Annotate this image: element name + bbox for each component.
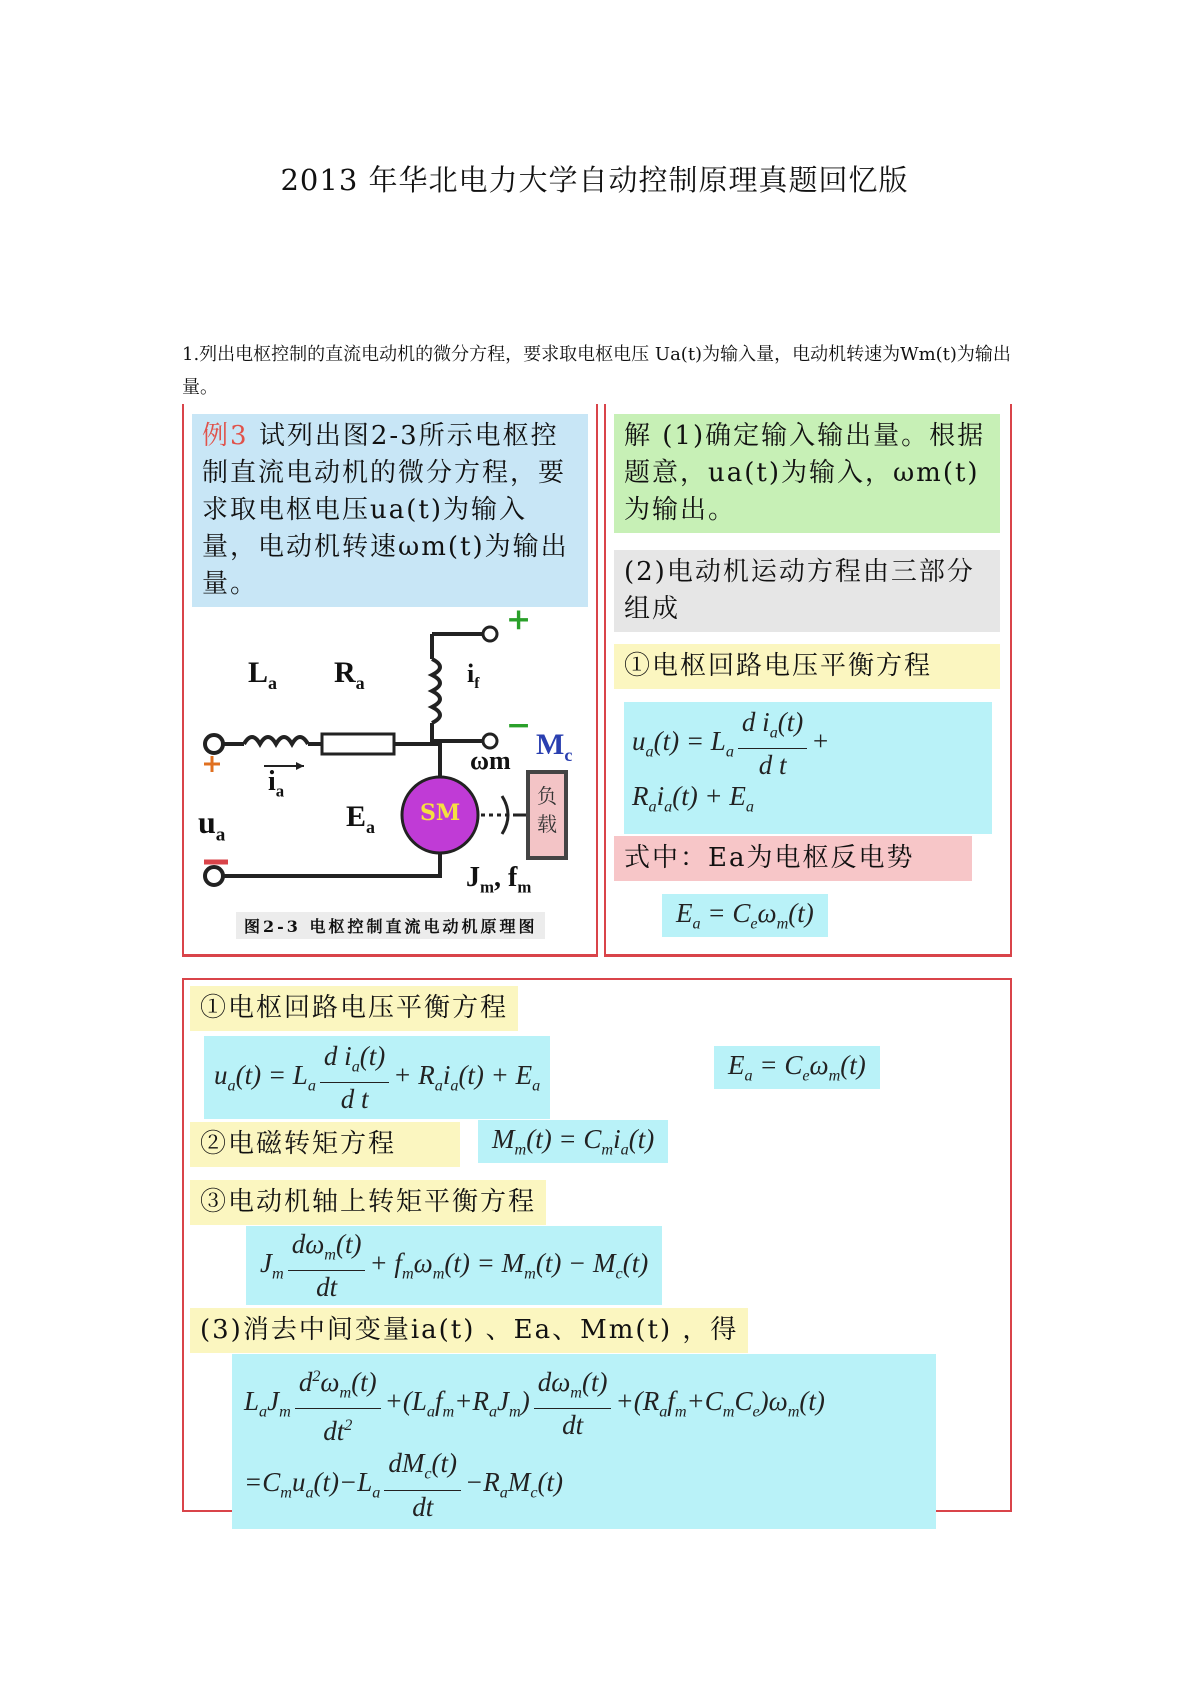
- solution-step2: (2)电动机运动方程由三部分组成: [614, 550, 1000, 632]
- label-Ra: $R_a$: [334, 656, 365, 693]
- lower-item2: ②电磁转矩方程: [190, 1122, 460, 1167]
- label-ia: $i_a$: [268, 766, 285, 801]
- figure-caption: 图2-3 电枢控制直流电动机原理图: [236, 912, 545, 939]
- voltage-equation-upper: $u_a(t) = L_a$ $\frac{d i_a(t)}{\text{d t}}$ + $R_ai_a(t) + E_a$: [624, 702, 992, 834]
- label-Mc: $M_c$: [536, 728, 573, 765]
- question-text: 1.列出电枢控制的直流电动机的微分方程，要求取电枢电压 Ua(t)为输入量，电动机转速为Wm(t)为输出量。: [182, 344, 1011, 398]
- final-equation: $L_aJ_m$ $\frac{d^2\omega_m(t)}{dt^2}$ $+(L_af_m+R_aJ_m)$ $\frac{d\omega_m(t)}{dt}$ $+(R_af_m+C_mC_e)\omega_m(t)$ $=C_mu_a(t)-L_a$ $\frac{dM_c(t)}{dt}$ $-R_aM_c(t)$: [232, 1354, 936, 1529]
- label-omega: ωm: [470, 746, 511, 775]
- motor-circuit-diagram: [184, 604, 596, 914]
- lower-item1: ①电枢回路电压平衡方程: [190, 986, 518, 1031]
- solution-step1: 解 (1)确定输入输出量。根据题意，ua(t)为输入，ωm(t)为输出。: [614, 414, 1000, 533]
- voltage-equation-lower: $u_a(t) = L_a$ $\frac{d i_a(t)}{\text{d t}}$ + $R_ai_a(t) + E_a$: [204, 1036, 550, 1119]
- label-minus: −: [506, 708, 532, 743]
- back-emf-equation-upper: $E_a = C_e\omega_m(t)$: [662, 894, 828, 937]
- example-panel: [182, 404, 598, 957]
- torque-equation: $M_m(t) = C_mi_a(t)$: [478, 1120, 668, 1163]
- label-if: $i_f$: [467, 659, 480, 693]
- solution-panel: [604, 404, 1012, 957]
- label-La: $L_a$: [248, 656, 278, 693]
- label-plus: +: [506, 602, 532, 637]
- label-ua: $u_a$: [198, 804, 226, 846]
- example-label: 例3: [202, 421, 249, 451]
- load-label: 负载: [537, 784, 557, 836]
- lower-item3: ③电动机轴上转矩平衡方程: [190, 1180, 546, 1225]
- lower-item4: (3)消去中间变量ia(t) 、Ea、Mm(t) ，得: [190, 1308, 748, 1353]
- page-title: 2013 年华北电力大学自动控制原理真题回忆版: [280, 163, 909, 197]
- derivation-panel: [182, 978, 1012, 1522]
- shaft-torque-equation: $J_m$ $\frac{d\omega_m(t)}{dt}$ + $f_m\omega_m(t) = M_m(t) - M_c(t)$: [246, 1226, 662, 1305]
- label-Jm-fm: $J_m$, $f_m$: [466, 862, 532, 897]
- back-emf-equation-lower: $E_a = C_e\omega_m(t)$: [714, 1046, 880, 1089]
- example-text: 试列出图2-3所示电枢控制直流电动机的微分方程，要求取电枢电压ua(t)为输入量，电动机转速ωm(t)为输出量。: [202, 421, 569, 599]
- note-back-emf: 式中：Ea为电枢反电势: [614, 836, 972, 881]
- label-Ea: $E_a$: [346, 800, 376, 837]
- solution-sub1: ①电枢回路电压平衡方程: [614, 644, 1000, 689]
- motor-sm-label: SM: [420, 800, 461, 826]
- example-box: [192, 414, 588, 607]
